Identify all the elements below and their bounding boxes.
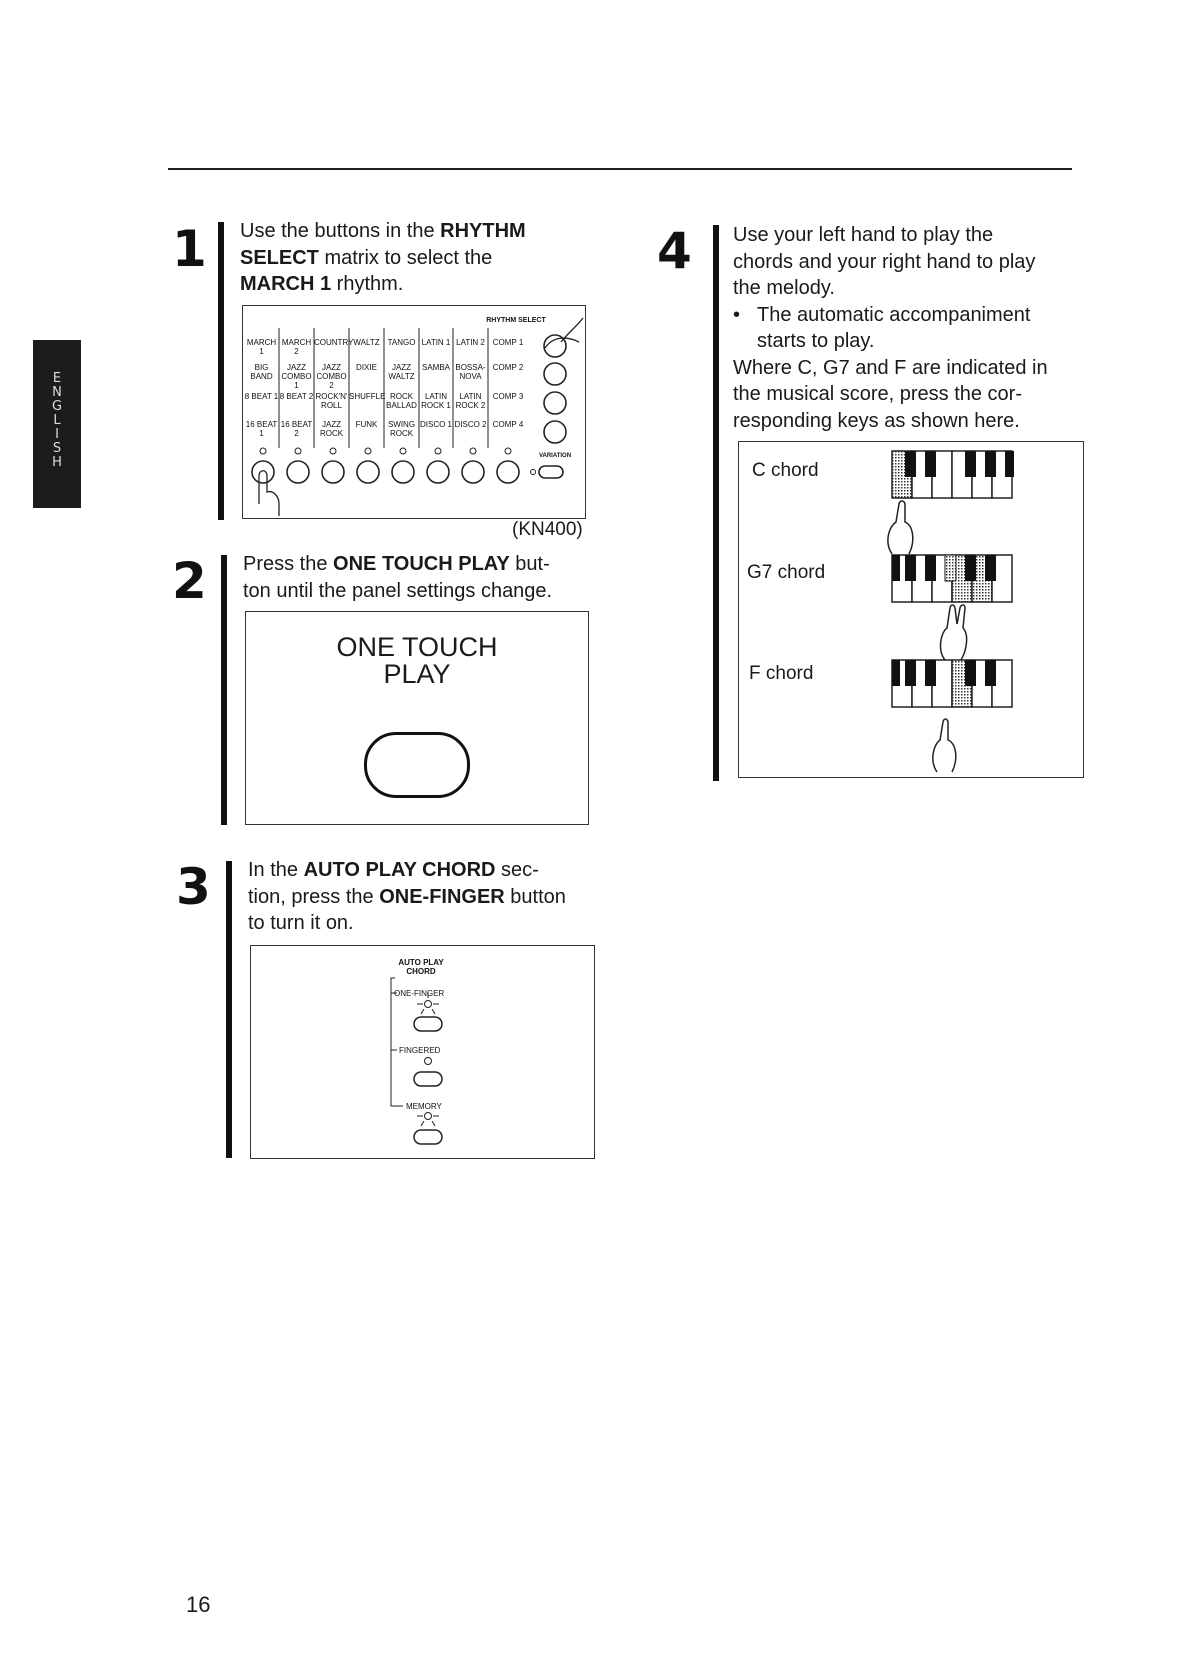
rhythm-label: MARCH 1 <box>246 338 277 356</box>
rhythm-label: SAMBA <box>421 363 450 372</box>
side-tab-letter: N <box>52 385 62 400</box>
side-tab-letter: S <box>52 441 62 456</box>
step-3-bar <box>226 861 232 1158</box>
step-4-bar <box>713 225 719 781</box>
one-finger-label: ONE-FINGER <box>394 989 445 998</box>
rhythm-label: MARCH 2 <box>281 338 312 356</box>
rhythm-label: COMP 3 <box>492 392 524 401</box>
rhythm-label: WALTZ <box>353 338 380 347</box>
auto-play-chord-title: AUTO PLAY CHORD <box>398 958 444 976</box>
rhythm-label: BIG BAND <box>250 363 273 381</box>
rhythm-label: COMP 4 <box>492 420 524 429</box>
side-tab-letter: E <box>52 371 62 386</box>
rhythm-label: JAZZ ROCK <box>319 420 344 438</box>
one-touch-play-label: ONE TOUCH PLAY <box>336 632 498 689</box>
step-3-text: In the AUTO PLAY CHORD sec- tion, press the ONE-FINGER button to turn it on. <box>248 859 566 934</box>
fingered-button[interactable] <box>414 1072 442 1086</box>
page-number: 16 <box>186 1592 211 1617</box>
step-1-text: Use the buttons in the RHYTHM SELECT matrix to select the MARCH 1 rhythm. <box>240 220 526 295</box>
rhythm-label: LATIN 2 <box>456 338 485 347</box>
rhythm-label: DISCO 1 <box>419 420 452 429</box>
g7-chord-keyboard <box>892 555 1012 660</box>
chord-diagram-panel <box>738 441 1084 778</box>
memory-button[interactable] <box>414 1130 442 1144</box>
rhythm-label: SHUFFLE <box>349 392 386 401</box>
step-1-bar <box>218 222 224 520</box>
step-2-text: Press the ONE TOUCH PLAY but- ton until the panel settings change. <box>243 553 553 602</box>
fingered-label: FINGERED <box>399 1046 441 1055</box>
auto-play-chord-panel <box>250 945 595 1159</box>
variation-label: VARIATION <box>538 453 572 459</box>
rhythm-label: JAZZ WALTZ <box>388 363 415 381</box>
rhythm-label: LATIN ROCK 2 <box>455 392 486 410</box>
rhythm-label: BOSSA-NOVA <box>455 363 486 381</box>
one-finger-button[interactable] <box>414 1017 442 1031</box>
side-tab-letter: L <box>53 413 61 428</box>
c-chord-keyboard <box>888 451 1014 554</box>
rhythm-label: TANGO <box>387 338 416 347</box>
step-2-number: 2 <box>172 552 207 610</box>
side-tab-letter: H <box>52 455 62 470</box>
step-3-number: 3 <box>176 858 211 916</box>
side-tab-letter: I <box>55 427 59 442</box>
one-touch-play-panel <box>245 611 589 825</box>
rhythm-label: COMP 1 <box>492 338 524 347</box>
rhythm-label: 8 BEAT 1 <box>244 392 279 401</box>
rhythm-label: 16 BEAT 2 <box>280 420 313 438</box>
rhythm-label: LATIN 1 <box>421 338 451 347</box>
f-chord-keyboard <box>892 660 1012 772</box>
rhythm-label: 8 BEAT 2 <box>279 392 314 401</box>
f-chord-label: F chord <box>749 663 814 684</box>
model-label: (KN400) <box>512 519 583 540</box>
rhythm-label: JAZZ COMBO 2 <box>316 363 347 390</box>
rhythm-label: ROCK BALLAD <box>386 392 417 410</box>
rhythm-label: LATIN ROCK 1 <box>421 392 451 410</box>
rhythm-select-panel <box>242 305 586 519</box>
one-touch-play-button[interactable] <box>364 732 470 798</box>
step-4-text: Use your left hand to play the chords and your right hand to play the melody. • The automatic accompaniment starts to play. Where C, G7 and F are indicated in the musical score, press the cor- responding keys as shown here. <box>733 224 1048 432</box>
side-tab-letter: G <box>51 399 63 414</box>
rhythm-label: ROCK'N' ROLL <box>315 392 348 410</box>
top-rule <box>168 168 1072 170</box>
rhythm-label: SWING ROCK <box>387 420 416 438</box>
rhythm-label: COUNTRY <box>314 338 354 347</box>
rhythm-label: COMP 2 <box>492 363 524 372</box>
rhythm-label: FUNK <box>355 420 378 429</box>
rhythm-label: 16 BEAT 1 <box>245 420 278 438</box>
march-1-button[interactable] <box>251 464 275 488</box>
rhythm-label: DIXIE <box>356 363 377 372</box>
rhythm-select-title: RHYTHM SELECT <box>486 317 546 324</box>
c-chord-label: C chord <box>752 460 819 481</box>
memory-label: MEMORY <box>406 1102 442 1111</box>
step-1-number: 1 <box>172 220 207 278</box>
rhythm-label: JAZZ COMBO 1 <box>281 363 312 390</box>
language-side-tab <box>33 340 81 508</box>
rhythm-label: DISCO 2 <box>454 420 487 429</box>
keyboards-drawing <box>739 442 1083 777</box>
step-4-number: 4 <box>657 222 692 280</box>
g7-chord-label: G7 chord <box>747 562 826 583</box>
step-2-bar <box>221 555 227 825</box>
